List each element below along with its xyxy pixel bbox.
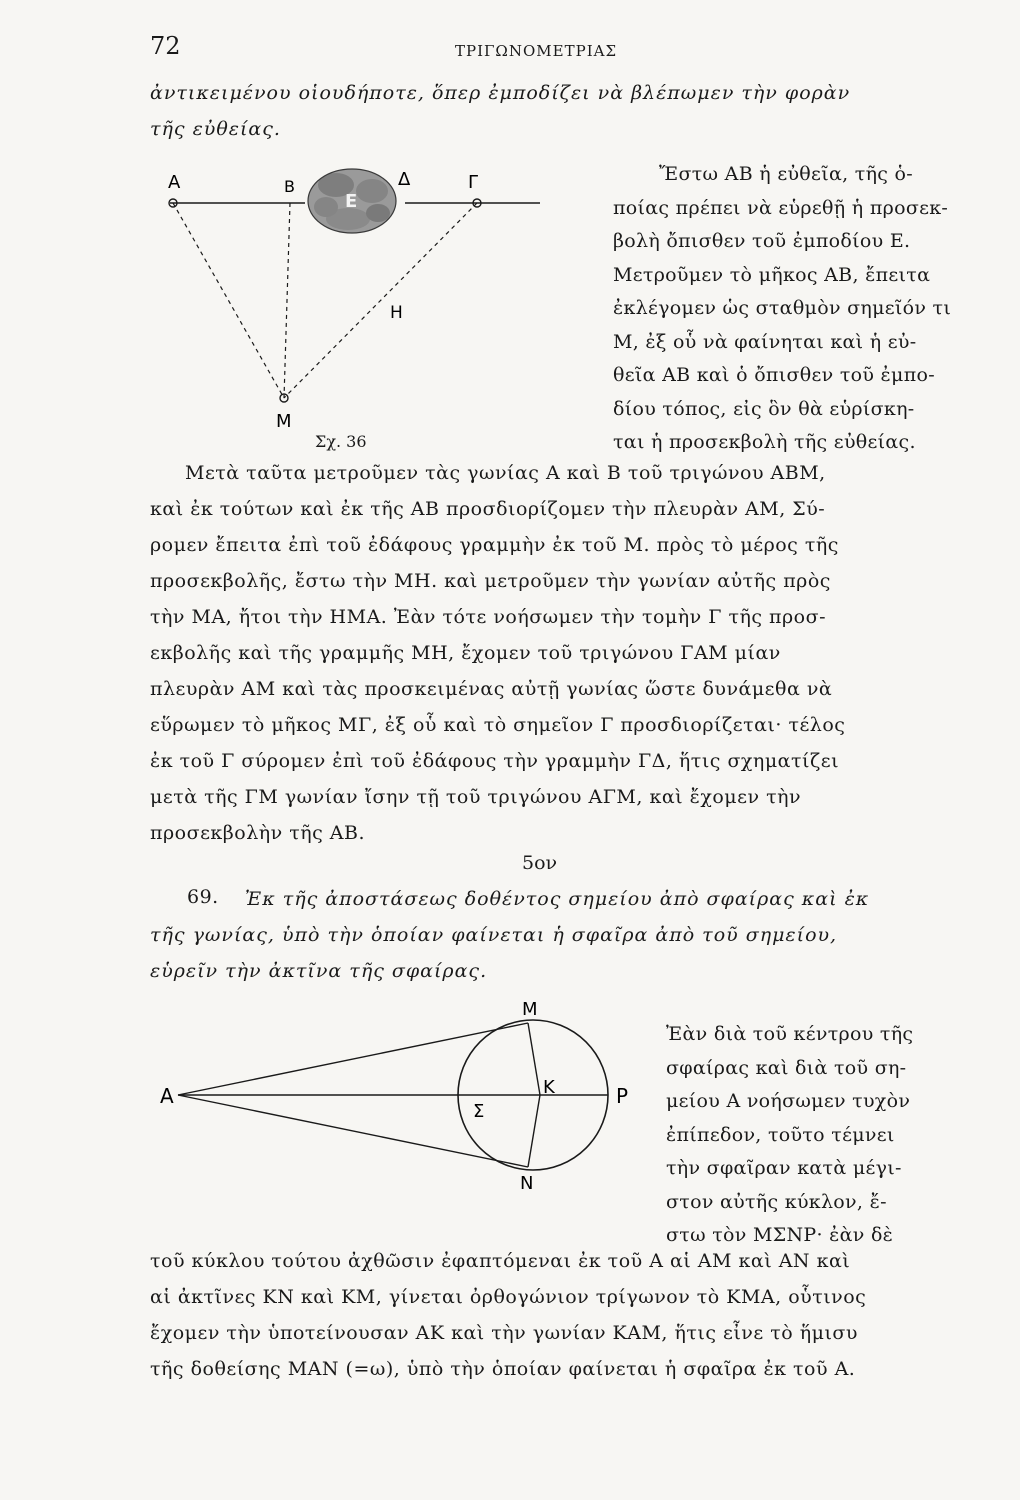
running-title: ΤΡΙΓΩΝΟΜΕΤΡΙΑΣ xyxy=(455,42,618,60)
side-text-1-line: δίου τόπος, εἰς ὃν θὰ εὑρίσκη- xyxy=(613,397,915,420)
intro-line-1: ἀντικειμένου οἱουδήποτε, ὅπερ ἐμποδίζει νὰ βλέπωμεν τὴν φορὰν xyxy=(150,82,851,104)
label-sigma: Σ xyxy=(473,1101,485,1122)
paragraph-1-line: Μετὰ ταῦτα μετροῦμεν τὰς γωνίας Α καὶ Β τοῦ τριγώνου ΑΒΜ, xyxy=(185,462,826,484)
paragraph-1-line: ἐκ τοῦ Γ σύρομεν ἐπὶ τοῦ ἐδάφους τὴν γραμμὴν ΓΔ, ἥτις σχηματίζει xyxy=(150,750,840,772)
side-text-2-line: Ἐὰν διὰ τοῦ κέντρου τῆς xyxy=(666,1023,914,1045)
side-text-2-line: σφαίρας καὶ διὰ τοῦ ση- xyxy=(666,1056,907,1079)
paragraph-2-line: αἱ ἀκτῖνες ΚΝ καὶ ΚΜ, γίνεται ὀρθογώνιον τρίγωνον τὸ ΚΜΑ, οὗτινος xyxy=(150,1286,867,1308)
label-a-2: A xyxy=(160,1084,174,1108)
label-g: Γ xyxy=(468,172,479,193)
side-text-1-line: Μετροῦμεν τὸ μῆκος ΑΒ, ἔπειτα xyxy=(613,263,931,286)
paragraph-1-line: εκβολῆς καὶ τῆς γραμμῆς ΜΗ, ἔχομεν τοῦ τριγώνου ΓΑΜ μίαν xyxy=(150,642,781,664)
section-mark: 5ον xyxy=(522,852,558,874)
intro-line-2: τῆς εὐθείας. xyxy=(150,118,281,140)
figure-caption: Σχ. 36 xyxy=(315,432,367,451)
side-text-2 xyxy=(666,1018,913,1253)
side-text-2-line: τὴν σφαῖραν κατὰ μέγι- xyxy=(666,1157,902,1179)
label-h: Η xyxy=(390,303,403,323)
side-text-2-line: στω τὸν ΜΣΝΡ· ἐὰν δὲ xyxy=(666,1224,894,1246)
side-text-1-line: ποίας πρέπει νὰ εὑρεθῇ ἡ προσεκ- xyxy=(613,196,949,219)
line-gm xyxy=(284,203,477,398)
label-e: E xyxy=(345,191,358,212)
paragraph-1-line: εὕρωμεν τὸ μῆκος ΜΓ, ἐξ οὗ καὶ τὸ σημεῖον Γ προσδιορίζεται· τέλος xyxy=(150,714,846,736)
side-text-1-line: Ἔστω ΑΒ ἡ εὐθεῖα, τῆς ὁ- xyxy=(659,163,913,185)
problem-line: Ἐκ τῆς ἀποστάσεως δοθέντος σημείου ἀπὸ σφαίρας καὶ ἐκ xyxy=(245,888,870,910)
side-text-2-line: μείου Α νοήσωμεν τυχὸν xyxy=(666,1090,911,1112)
paragraph-1-line: προσεκβολῆς, ἔστω τὴν ΜΗ. καὶ μετροῦμεν τὴν γωνίαν αὐτῆς πρὸς xyxy=(150,570,831,592)
side-text-1-line: θεῖα ΑΒ καὶ ὁ ὄπισθεν τοῦ ἐμπο- xyxy=(613,364,935,386)
side-text-1-line: Μ, ἐξ οὗ νὰ φαίνηται καὶ ἡ εὐ- xyxy=(613,330,917,353)
figure-36-diagram xyxy=(150,155,560,460)
paragraph-2-line: τῆς δοθείσης ΜΑΝ (=ω), ὑπὸ τὴν ὁποίαν φαίνεται ἡ σφαῖρα ἐκ τοῦ Α. xyxy=(150,1358,856,1380)
paragraph-1-line: μετὰ τῆς ΓΜ γωνίαν ἴσην τῇ τοῦ τριγώνου ΑΓΜ, καὶ ἔχομεν τὴν xyxy=(150,786,802,808)
paragraph-2-line: τοῦ κύκλου τούτου ἀχθῶσιν ἐφαπτόμεναι ἐκ τοῦ Α αἱ ΑΜ καὶ ΑΝ καὶ xyxy=(150,1250,851,1272)
side-text-2-line: στον αὐτῆς κύκλον, ἔ- xyxy=(666,1190,887,1213)
sphere-figure-diagram xyxy=(150,995,640,1195)
label-d: Δ xyxy=(398,169,411,190)
paragraph-1-line: καὶ ἐκ τούτων καὶ ἐκ τῆς ΑΒ προσδιορίζομεν τὴν πλευρὰν ΑΜ, Σύ- xyxy=(150,498,826,520)
side-text-1-line: ται ἡ προσεκβολὴ τῆς εὐθείας. xyxy=(613,431,916,453)
side-text-1-line: ἐκλέγομεν ὡς σταθμὸν σημεῖόν τι xyxy=(613,297,952,319)
label-m-2: M xyxy=(522,999,538,1020)
paragraph-2-line: ἔχομεν τὴν ὑποτείνουσαν ΑΚ καὶ τὴν γωνίαν ΚΑΜ, ἥτις εἶνε τὸ ἥμισυ xyxy=(150,1322,858,1344)
label-k: K xyxy=(543,1077,555,1098)
label-n: N xyxy=(520,1173,534,1194)
label-a: A xyxy=(168,172,181,193)
tangent-am xyxy=(178,1023,528,1095)
line-am xyxy=(173,203,284,398)
paragraph-1-line: πλευρὰν ΑΜ καὶ τὰς προσκειμένας αὐτῇ γωνίας ὥστε δυνάμεθα νὰ xyxy=(150,678,833,700)
line-bm xyxy=(284,203,290,398)
problem-number: 69. xyxy=(187,886,219,908)
paragraph-1-line: ρομεν ἔπειτα ἐπὶ τοῦ ἐδάφους γραμμὴν ἐκ τοῦ Μ. πρὸς τὸ μέρος τῆς xyxy=(150,534,839,556)
radius-kn xyxy=(528,1095,540,1167)
label-b: B xyxy=(284,177,295,196)
side-text-2-line: ἐπίπεδον, τοῦτο τέμνει xyxy=(666,1123,895,1146)
paragraph-1-line: τὴν ΜΑ, ἤτοι τὴν ΗΜΑ. Ἐὰν τότε νοήσωμεν τὴν τομὴν Γ τῆς προσ- xyxy=(150,606,826,628)
side-text-1-line: βολὴ ὄπισθεν τοῦ ἐμποδίου Ε. xyxy=(613,230,911,252)
label-p: P xyxy=(616,1084,629,1108)
label-m: M xyxy=(276,411,292,432)
page-number: 72 xyxy=(150,32,181,60)
problem-line: εὑρεῖν τὴν ἀκτῖνα τῆς σφαίρας. xyxy=(150,960,488,982)
problem-line: τῆς γωνίας, ὑπὸ τὴν ὁποίαν φαίνεται ἡ σφαῖρα ἀπὸ τοῦ σημείου, xyxy=(150,924,838,946)
side-text-1 xyxy=(613,158,951,460)
paragraph-1-line: προσεκβολὴν τῆς ΑΒ. xyxy=(150,822,366,844)
radius-km xyxy=(528,1023,540,1095)
